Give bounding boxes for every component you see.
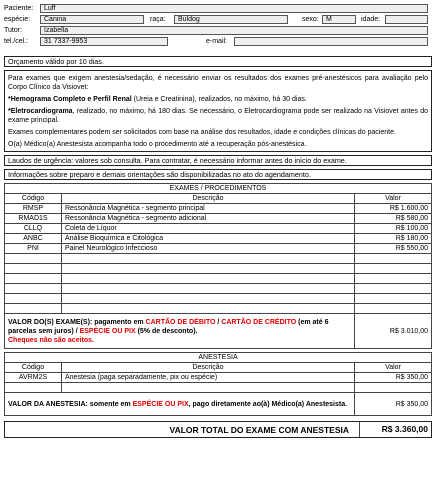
row-descricao: Painel Neurológico Infeccioso: [62, 244, 355, 254]
idade-label: idade:: [361, 16, 381, 23]
grand-total-value: R$ 3.360,00: [381, 424, 428, 434]
anestesia-total-text-1: VALOR DA ANESTESIA: somente em: [8, 400, 133, 408]
row-valor: R$ 350,00: [355, 373, 432, 383]
anestesia-table: [4, 352, 432, 416]
exames-total-text-3: (em até 6 parcelas sem juros) /: [8, 318, 329, 335]
idade-field[interactable]: [385, 15, 428, 24]
anestesia-col-codigo: Código: [5, 363, 62, 373]
table-row: [5, 284, 432, 294]
row-descricao: [62, 304, 355, 314]
info-p1: Para exames que exigem anestesia/sedação, é necessário enviar os resultados dos exames pré-anestésicos para avaliação pelo Corpo Clínico da Visiovet:: [8, 75, 428, 91]
row-descricao: [62, 383, 355, 393]
exames-col-descricao: Descrição: [62, 194, 355, 204]
exames-col-codigo: Código: [5, 194, 62, 204]
row-valor: R$ 1.600,00: [355, 204, 432, 214]
row-valor: R$ 180,00: [355, 234, 432, 244]
laudos-note: Laudos de urgência: valores sob consulta. Para contratar, é necessário informar antes do início do exame.: [4, 155, 432, 166]
info-p3-bold: *Eletrocardiograma: [8, 108, 73, 115]
table-row: [5, 373, 432, 383]
table-row: [5, 294, 432, 304]
email-field[interactable]: [234, 37, 428, 46]
row-descricao: [62, 284, 355, 294]
table-row: [5, 274, 432, 284]
exames-total-red-3: ESPÉCIE OU PIX: [79, 327, 136, 335]
tel-label: tel./cel.:: [4, 38, 29, 45]
anestesia-col-descricao: Descrição: [62, 363, 355, 373]
raca-label: raça:: [150, 16, 166, 23]
table-row: [5, 234, 432, 244]
row-codigo: AVRM2S: [5, 373, 62, 383]
row-descricao: [62, 254, 355, 264]
row-codigo: [5, 254, 62, 264]
paciente-field[interactable]: Luff: [40, 4, 428, 13]
anestesia-section-title: ANESTESIA: [5, 353, 432, 363]
row-valor: R$ 550,00: [355, 244, 432, 254]
anestesia-col-valor: Valor: [355, 363, 432, 373]
info-p4: Exames complementares podem ser solicitados com base na análise dos resultados, idade e condições clínicas do paciente.: [8, 129, 396, 136]
info-p3-rest: , realizado, no máximo, há 180 dias. Se necessário, o Eletrocardiograma pode ser realizado na Visiovet antes do exame principal.: [8, 108, 428, 124]
row-codigo: PNI: [5, 244, 62, 254]
row-descricao: Coleta de Líquor: [62, 224, 355, 234]
row-valor: [355, 264, 432, 274]
exames-table: [4, 183, 432, 349]
row-descricao: [62, 274, 355, 284]
row-descricao: Anestesia (paga separadamente, pix ou espécie): [62, 373, 355, 383]
row-valor: [355, 274, 432, 284]
table-row: [5, 383, 432, 393]
exames-section-title: EXAMES / PROCEDIMENTOS: [5, 184, 432, 194]
orcamento-validity: Orçamento válido por 10 dias.: [4, 56, 432, 67]
tutor-field[interactable]: Izabella: [40, 26, 428, 35]
email-label: e-mail:: [206, 38, 228, 45]
patient-header: [4, 4, 432, 54]
row-descricao: Ressonância Magnética - segmento adicional: [62, 214, 355, 224]
table-row: [5, 304, 432, 314]
row-valor: R$ 580,00: [355, 214, 432, 224]
exames-total-value: R$ 3.010,00: [355, 314, 432, 349]
tutor-label: Tutor:: [4, 27, 23, 34]
tel-field[interactable]: 31 7337-9953: [40, 37, 168, 46]
row-valor: [355, 383, 432, 393]
anestesia-total-text-2: , pago diretamente ao(à) Médico(a) Anestesista.: [188, 400, 348, 408]
row-descricao: Análise Bioquímica e Citológica: [62, 234, 355, 244]
exames-total-red-1: CARTÃO DE DÉBITO: [145, 318, 216, 326]
row-descricao: Ressonância Magnética - segmento principal: [62, 204, 355, 214]
row-codigo: [5, 304, 62, 314]
row-valor: [355, 284, 432, 294]
budget-form: [4, 4, 432, 438]
raca-field[interactable]: Buldog: [174, 15, 288, 24]
exames-total-note: [5, 314, 355, 349]
especie-field[interactable]: Canina: [40, 15, 144, 24]
table-row: [5, 244, 432, 254]
sexo-label: sexo:: [302, 16, 319, 23]
row-valor: [355, 254, 432, 264]
exames-total-red-2: CARTÃO DE CRÉDITO: [221, 318, 297, 326]
row-codigo: CLLQ: [5, 224, 62, 234]
table-row: [5, 264, 432, 274]
anestesia-total-red-1: ESPÉCIE OU PIX: [132, 400, 189, 408]
exames-col-valor: Valor: [355, 194, 432, 204]
row-descricao: [62, 264, 355, 274]
row-codigo: RMAD1S: [5, 214, 62, 224]
row-codigo: [5, 274, 62, 284]
info-p2-rest: (Ureia e Creatinina), realizados, no máximo, há 30 dias.: [131, 96, 307, 103]
info-p3: [8, 107, 428, 125]
table-row: [5, 254, 432, 264]
grand-total-label: VALOR TOTAL DO EXAME COM ANESTESIA: [5, 422, 360, 437]
row-codigo: RMSP: [5, 204, 62, 214]
row-codigo: [5, 264, 62, 274]
sexo-field[interactable]: M: [322, 15, 356, 24]
paciente-label: Paciente:: [4, 5, 34, 12]
row-codigo: [5, 383, 62, 393]
row-codigo: [5, 294, 62, 304]
row-valor: [355, 304, 432, 314]
exames-total-text-4: (5% de desconto).: [135, 327, 198, 335]
info-p2: [8, 95, 428, 104]
exames-total-red-4: Cheques não são aceitos.: [8, 336, 94, 344]
especie-label: espécie:: [4, 16, 31, 23]
table-row: [5, 224, 432, 234]
table-row: [5, 204, 432, 214]
info-block: [4, 70, 432, 152]
informacoes-note: Informações sobre preparo e demais orientações são disponibilizadas no ato do agendamento.: [4, 169, 432, 180]
anestesia-total-value: R$ 350,00: [355, 393, 432, 416]
row-valor: [355, 294, 432, 304]
anestesia-total-note: [5, 393, 355, 416]
table-row: [5, 214, 432, 224]
info-p2-bold: *Hemograma Completo e Perfil Renal: [8, 96, 132, 103]
row-descricao: [62, 294, 355, 304]
row-codigo: ANBC: [5, 234, 62, 244]
row-codigo: [5, 284, 62, 294]
info-p5: O(a) Médico(a) Anestesista acompanha todo o procedimento até a recuperação pós-anestésica.: [8, 141, 307, 148]
row-valor: R$ 100,00: [355, 224, 432, 234]
grand-total: [4, 421, 432, 438]
exames-total-text-2: /: [215, 318, 222, 326]
exames-total-text-1: VALOR DO(S) EXAME(S): pagamento em: [8, 318, 146, 326]
